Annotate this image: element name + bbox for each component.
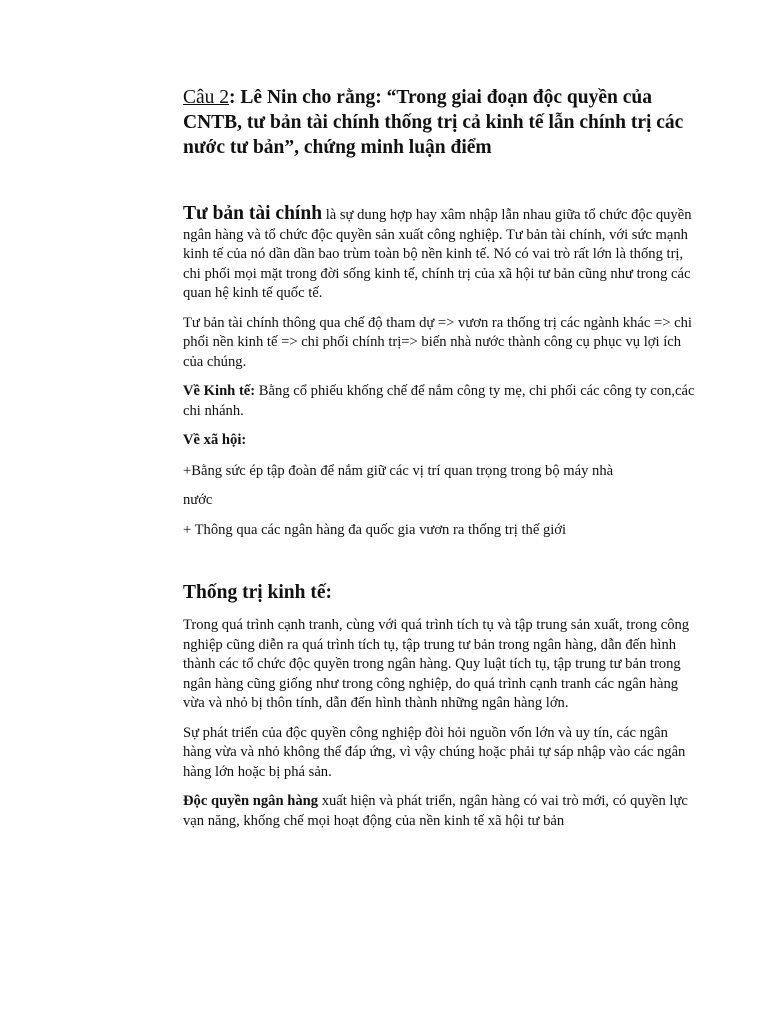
society-item-2: + Thông qua các ngân hàng đa quốc gia vươn ra thống trị thế giới (183, 521, 567, 538)
definition-text: là sự dung hợp hay xâm nhập lẫn nhau giữa tổ chức độc quyền ngân hàng và tổ chức độc quyền sản xuất công nghiệp. Tư bản tài chính, với sức mạnh kinh tế của nó dần dần bao trùm toàn bộ nền kinh tế. Nó có vai trò rất lớn là thống trị, chi phối mọi mặt trong đời sống kinh tế, chính trị của xã hội tư bản cũng như trong các quan hệ kinh tế quốc tế. (183, 207, 692, 301)
bank-monopoly-text: xuất hiện và phát triển, ngân hàng có vai trò mới, có quyền lực vạn năng, khống chế mọi hoạt động của nền kinh tế xã hội tư bản (183, 793, 688, 829)
definition-paragraph (183, 204, 698, 304)
competition-paragraph: Trong quá trình cạnh tranh, cùng với quá trình tích tụ và tập trung sản xuất, trong công nghiệp cũng diễn ra quá trình tích tụ, tập trung tư bản trong ngân hàng, dẫn đến hình thành các tổ chức độc quyền trong ngân hàng. Quy luật tích tụ, tập trung tư bản trong ngân hàng cũng giống như trong công nghiệp, do quá trình cạnh tranh các ngân hàng vừa và nhỏ bị thôn tính, dẫn đến hình thành những ngân hàng lớn. (183, 617, 690, 711)
society-item-1-line-1: +Bằng sức ép tập đoàn để nắm giữ các vị trí quan trọng trong bộ máy nhà (183, 462, 614, 479)
question-heading (183, 85, 698, 160)
development-paragraph: Sự phát triển của độc quyền công nghiệp đòi hỏi nguồn vốn lớn và uy tín, các ngân hàng vừa và nhỏ không thể đáp ứng, vì vậy chúng hoặc phải tự sáp nhập vào các ngân hàng lớn hoặc bị phá sản. (183, 724, 686, 780)
economy-text: Bằng cổ phiếu khống chế để nắm công ty mẹ, chi phối các công ty con,các chi nhánh. (183, 383, 695, 419)
economy-label: Về Kinh tế: (183, 383, 256, 399)
society-label: Về xã hội: (183, 432, 247, 448)
document-content (183, 85, 698, 831)
bank-monopoly-term: Độc quyền ngân hàng (183, 793, 319, 809)
participation-paragraph: Tư bản tài chính thông qua chế độ tham dự => vươn ra thống trị các ngành khác => chi phối nền kinh tế => chi phối chính trị=> biến nhà nước thành công cụ phục vụ lợi ích của chúng. (183, 314, 692, 370)
bank-monopoly-paragraph (183, 792, 698, 831)
economy-paragraph (183, 382, 698, 421)
term-finance-capital: Tư bản tài chính (183, 203, 323, 224)
section-title-economic-domination: Thống trị kinh tế: (183, 582, 332, 603)
question-label: Câu 2 (183, 87, 230, 108)
question-text: : Lê Nin cho rằng: “Trong giai đoạn độc quyền của CNTB, tư bản tài chính thống trị cả kinh tế lẫn chính trị các nước tư bản”, chứng minh luận điểm (183, 87, 684, 158)
society-item-1-line-2: nước (183, 492, 213, 508)
